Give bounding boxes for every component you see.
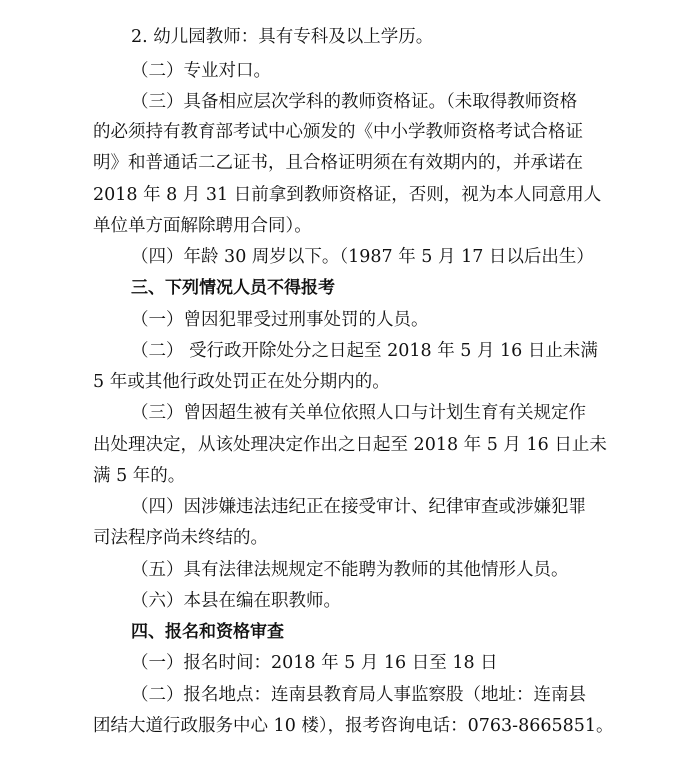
- text-line: 单位单方面解除聘用合同）。: [93, 216, 312, 236]
- text-line: （四）年龄 30 周岁以下。（1987 年 5 月 17 日以后出生）: [131, 247, 594, 267]
- text-line: （三）具备相应层次学科的教师资格证。（未取得教师资格: [131, 92, 578, 112]
- text-line: （二）报名地点：连南县教育局人事监察股（地址：连南县: [131, 685, 586, 705]
- text-line: 满 5 年的。: [93, 466, 186, 486]
- text-line: （六）本县在编在职教师。: [131, 591, 341, 611]
- text-line: 的必须持有教育部考试中心颁发的《中小学教师资格考试合格证: [93, 122, 583, 142]
- text-line: 出处理决定，从该处理决定作出之日起至 2018 年 5 月 16 日止未: [93, 435, 607, 455]
- section-heading: 三、下列情况人员不得报考: [131, 278, 335, 298]
- text-line: 团结大道行政服务中心 10 楼），报考咨询电话：0763-8665851。: [93, 716, 614, 736]
- text-line: 5 年或其他行政处罚正在处分期内的。: [93, 372, 390, 392]
- text-line: （二）专业对口。: [131, 61, 271, 81]
- text-line: 明》和普通话二乙证书，且合格证明须在有效期内的，并承诺在: [93, 153, 583, 173]
- section-heading: 四、报名和资格审查: [131, 622, 284, 642]
- text-line: （一）曾因犯罪受过刑事处罚的人员。: [131, 310, 429, 330]
- text-line: 2. 幼儿园教师：具有专科及以上学历。: [131, 27, 434, 47]
- text-line: （二） 受行政开除处分之日起至 2018 年 5 月 16 日止未满: [131, 341, 598, 361]
- text-line: （三）曾因超生被有关单位依照人口与计划生育有关规定作: [131, 403, 586, 423]
- text-line: （四）因涉嫌违法违纪正在接受审计、纪律审查或涉嫌犯罪: [131, 497, 586, 517]
- text-line: 2018 年 8 月 31 日前拿到教师资格证，否则，视为本人同意用人: [93, 185, 602, 205]
- text-line: （五）具有法律法规规定不能聘为教师的其他情形人员。: [131, 560, 569, 580]
- text-line: 司法程序尚未终结的。: [93, 528, 268, 548]
- text-line: （一）报名时间：2018 年 5 月 16 日至 18 日: [131, 653, 498, 673]
